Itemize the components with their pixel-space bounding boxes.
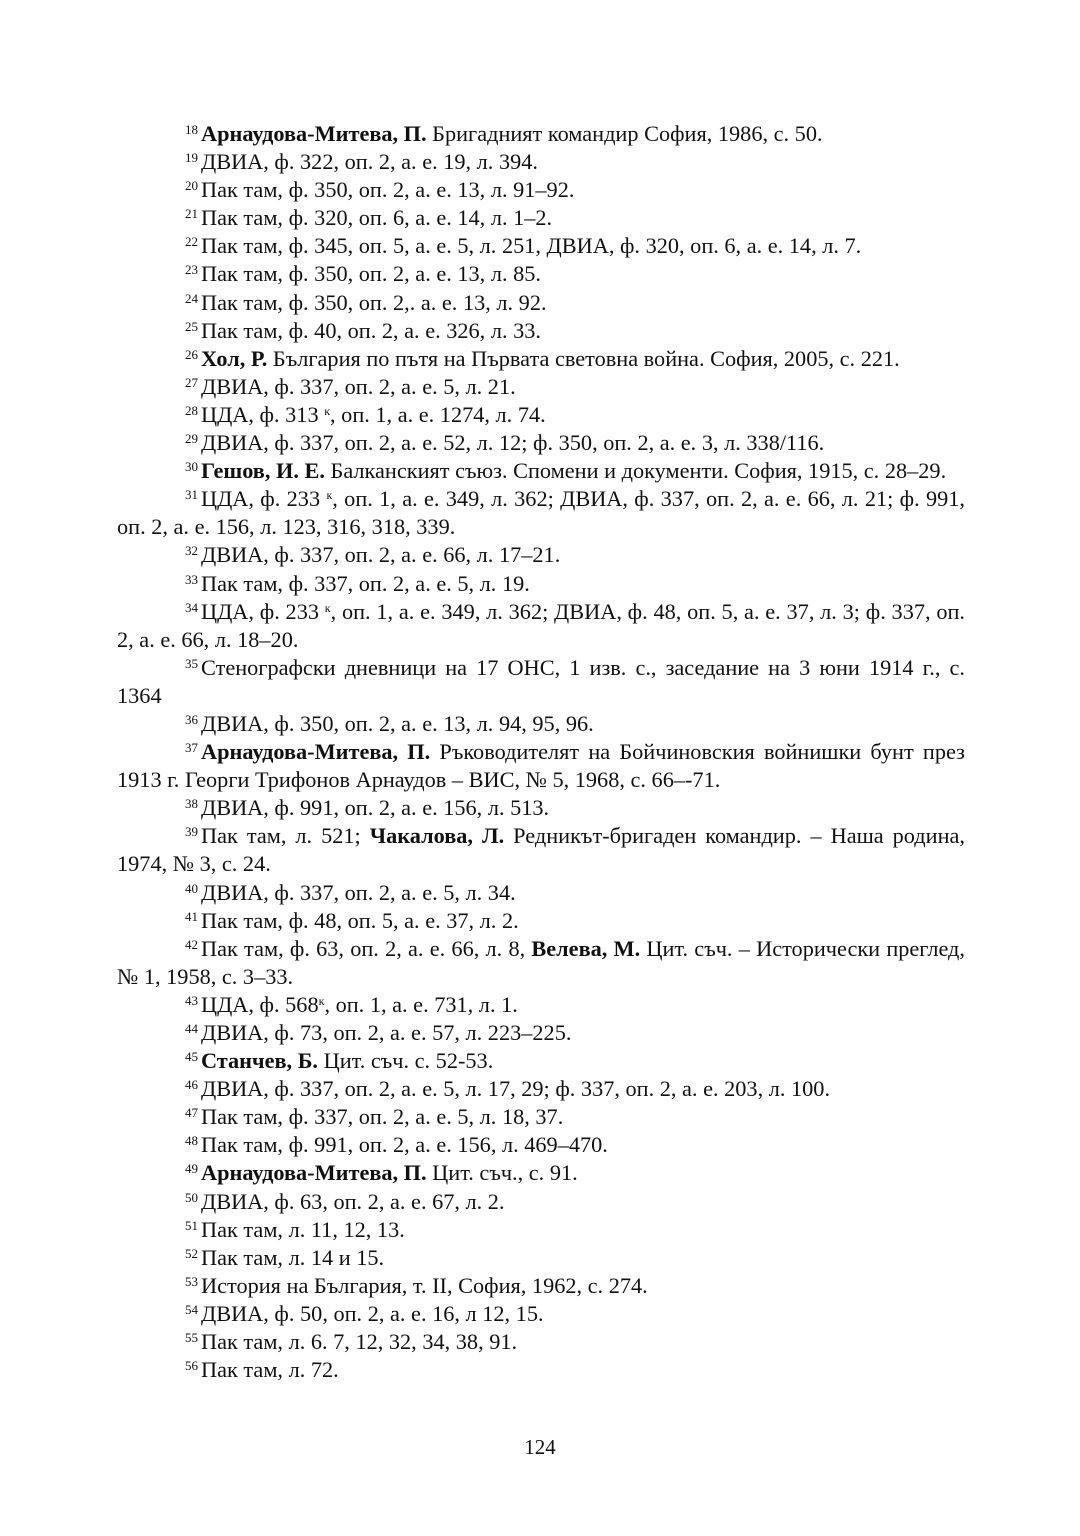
footnote-author: Гешов, И. Е. [201, 458, 325, 484]
footnote-18 [117, 120, 965, 148]
footnote-number: 39 [185, 824, 198, 840]
footnote-text: Пак там, л. 14 и 15. [201, 1244, 385, 1270]
footnote-29 [117, 429, 965, 457]
footnote-53 [117, 1272, 965, 1300]
footnote-prefix: ЦДА, ф. 313 [201, 401, 325, 427]
fund-superscript: к [326, 488, 333, 503]
footnote-text: ДВИА, ф. 991, оп. 2, а. е. 156, л. 513. [201, 795, 550, 821]
footnote-number: 37 [185, 740, 198, 756]
footnote-number: 49 [185, 1161, 198, 1177]
footnote-19 [117, 148, 965, 176]
footnote-number: 42 [185, 936, 198, 952]
fund-superscript: к [318, 993, 325, 1008]
footnote-number: 35 [185, 655, 198, 671]
footnote-42 [117, 935, 965, 991]
footnote-number: 24 [185, 290, 198, 306]
footnote-text: ДВИА, ф. 337, оп. 2, а. е. 5, л. 21. [201, 373, 516, 399]
footnote-number: 40 [185, 880, 198, 896]
footnote-text: Балканският съюз. Спомени и документи. София, 1915, с. 28–29. [324, 458, 947, 484]
footnote-26 [117, 345, 965, 373]
footnote-number: 54 [185, 1301, 198, 1317]
footnote-text: , оп. 1, а. е. 349, л. 362; ДВИА, ф. 337, оп. 2, а. е. 66, л. 21; ф. 991, оп. 2, а. е. 156, л. 123, 316, 318, 339. [117, 486, 965, 540]
footnote-text: , оп. 1, а. е. 1274, л. 74. [330, 401, 546, 427]
footnote-text: Пак там, л. 6. 7, 12, 32, 34, 38, 91. [201, 1329, 518, 1355]
footnote-author: Арнаудова-Митева, П. [201, 1160, 427, 1186]
footnote-author: Арнаудова-Митева, П. [201, 121, 427, 146]
footnote-30 [117, 457, 965, 485]
footnote-number: 46 [185, 1077, 198, 1093]
footnote-text: , оп. 1, а. е. 731, л. 1. [324, 991, 518, 1017]
footnote-47 [117, 1103, 965, 1131]
footnote-prefix: ЦДА, ф. 233 [201, 598, 325, 624]
footnote-35 [117, 654, 965, 710]
footnote-34 [117, 598, 965, 654]
footnote-25 [117, 317, 965, 345]
footnote-number: 31 [185, 487, 198, 503]
footnote-number: 18 [185, 122, 198, 137]
footnote-37 [117, 738, 965, 794]
footnote-40 [117, 879, 965, 907]
fund-superscript: к [324, 600, 331, 615]
footnote-45 [117, 1047, 965, 1075]
footnote-number: 21 [185, 206, 198, 222]
footnote-36 [117, 710, 965, 738]
footnote-number: 50 [185, 1189, 198, 1205]
footnote-text: Пак там, ф. 320, оп. 6, а. е. 14, л. 1–2. [201, 205, 553, 231]
footnote-text: Цит. съч. с. 52-53. [318, 1048, 494, 1074]
footnote-text: ДВИА, ф. 337, оп. 2, а. е. 5, л. 34. [201, 879, 516, 905]
footnote-text: ДВИА, ф. 322, оп. 2, а. е. 19, л. 394. [201, 149, 538, 175]
footnote-number: 53 [185, 1273, 198, 1289]
footnote-41 [117, 907, 965, 935]
footnote-prefix: ЦДА, ф. 233 [201, 486, 327, 512]
footnote-number: 38 [185, 796, 198, 812]
footnote-number: 27 [185, 374, 198, 390]
footnote-number: 41 [185, 908, 198, 924]
footnote-20 [117, 176, 965, 204]
footnote-31 [117, 485, 965, 541]
footnote-text: Стенографски дневници на 17 ОНС, 1 изв. с., заседание на 3 юни 1914 г., с. 1364 [117, 654, 965, 708]
footnote-24 [117, 289, 965, 317]
footnote-author: Станчев, Б. [201, 1048, 319, 1074]
footnotes-list [117, 120, 965, 1384]
footnote-number: 47 [185, 1105, 198, 1121]
footnote-56 [117, 1356, 965, 1384]
footnote-number: 44 [185, 1021, 198, 1036]
footnote-text: ДВИА, ф. 73, оп. 2, а. е. 57, л. 223–225. [201, 1020, 572, 1045]
footnote-number: 19 [185, 150, 198, 166]
footnote-text: Пак там, ф. 40, оп. 2, а. е. 326, л. 33. [201, 317, 541, 343]
footnote-38 [117, 794, 965, 822]
footnote-number: 43 [185, 992, 198, 1008]
footnote-23 [117, 260, 965, 288]
footnote-author: Хол, Р. [201, 345, 268, 371]
footnote-text: ДВИА, ф. 337, оп. 2, а. е. 5, л. 17, 29; ф. 337, оп. 2, а. е. 203, л. 100. [201, 1076, 831, 1102]
footnote-52 [117, 1244, 965, 1272]
footnote-text: Пак там, ф. 48, оп. 5, а. е. 37, л. 2. [201, 907, 519, 933]
footnote-number: 29 [185, 431, 198, 447]
footnote-21 [117, 204, 965, 232]
fund-superscript: к [324, 403, 331, 418]
footnote-author: Велева, М. [531, 935, 641, 961]
footnote-44 [117, 1019, 965, 1047]
footnote-text: Пак там, л. 11, 12, 13. [201, 1216, 405, 1242]
footnote-48 [117, 1131, 965, 1159]
footnote-text: ДВИА, ф. 50, оп. 2, а. е. 16, л 12, 15. [201, 1300, 544, 1326]
footnote-46 [117, 1075, 965, 1103]
footnote-text: Пак там, ф. 350, оп. 2, а. е. 13, л. 85. [201, 261, 541, 287]
footnote-number: 55 [185, 1330, 198, 1346]
footnote-text: България по пътя на Първата световна война. София, 2005, с. 221. [267, 345, 900, 371]
footnote-32 [117, 541, 965, 569]
footnote-text: Пак там, ф. 345, оп. 5, а. е. 5, л. 251, ДВИА, ф. 320, оп. 6, а. е. 14, л. 7. [201, 233, 862, 259]
footnote-text: Ръководителят на Бойчиновския войнишки бунт през 1913 г. Георги Трифонов Арнаудов – ВИС, № 5, 1968, с. 66–-71. [117, 739, 965, 793]
footnote-number: 26 [185, 346, 198, 362]
footnote-text: Пак там, ф. 991, оп. 2, а. е. 156, л. 469–470. [201, 1132, 608, 1158]
footnote-prefix: Пак там, л. 521; [201, 823, 370, 849]
footnote-text: Бригадният командир София, 1986, с. 50. [426, 121, 823, 146]
footnote-number: 45 [185, 1049, 198, 1065]
footnote-text: Пак там, л. 72. [201, 1357, 339, 1383]
footnote-43 [117, 991, 965, 1019]
footnote-text: Цит. съч., с. 91. [426, 1160, 578, 1186]
footnote-author: Арнаудова-Митева, П. [201, 739, 431, 765]
footnote-54 [117, 1300, 965, 1328]
footnote-number: 22 [185, 234, 198, 250]
footnote-number: 23 [185, 262, 198, 278]
footnote-text: ДВИА, ф. 63, оп. 2, а. е. 67, л. 2. [201, 1188, 505, 1214]
footnote-number: 20 [185, 178, 198, 194]
footnote-text: , оп. 1, а. е. 349, л. 362; ДВИА, ф. 48, оп. 5, а. е. 37, л. 3; ф. 337, оп. 2, а. е. 66, л. 18–20. [117, 598, 965, 652]
footnote-number: 33 [185, 571, 198, 587]
footnote-49 [117, 1159, 965, 1187]
footnote-39 [117, 822, 965, 878]
footnote-number: 48 [185, 1133, 198, 1149]
footnote-number: 25 [185, 318, 198, 334]
footnote-author: Чакалова, Л. [369, 823, 505, 849]
footnote-number: 56 [185, 1358, 198, 1374]
footnote-prefix: ЦДА, ф. 568 [201, 991, 319, 1017]
page-number: 124 [524, 1435, 556, 1459]
footnote-28 [117, 401, 965, 429]
footnote-27 [117, 373, 965, 401]
footnote-text: ДВИА, ф. 350, оп. 2, а. е. 13, л. 94, 95, 96. [201, 710, 594, 736]
footnote-text: Цит. съч. – Исторически преглед, № 1, 1958, с. 3–33. [117, 935, 965, 989]
footnote-text: Пак там, ф. 337, оп. 2, а. е. 5, л. 18, 37. [201, 1104, 564, 1130]
footnote-22 [117, 232, 965, 260]
footnote-text: Редникът-бригаден командир. – Наша родина, 1974, № 3, с. 24. [117, 823, 965, 877]
footnote-text: Пак там, ф. 350, оп. 2, а. е. 13, л. 91–92. [201, 177, 575, 203]
footnote-50 [117, 1188, 965, 1216]
footnote-number: 52 [185, 1245, 198, 1261]
footnote-33 [117, 570, 965, 598]
footnote-number: 51 [185, 1217, 198, 1233]
footnote-number: 28 [185, 402, 198, 418]
footnote-55 [117, 1328, 965, 1356]
footnote-text: Пак там, ф. 350, оп. 2,. а. е. 13, л. 92. [201, 289, 547, 315]
footnote-text: ДВИА, ф. 337, оп. 2, а. е. 66, л. 17–21. [201, 542, 561, 568]
footnote-text: Пак там, ф. 337, оп. 2, а. е. 5, л. 19. [201, 570, 530, 596]
footnote-prefix: Пак там, ф. 63, оп. 2, а. е. 66, л. 8, [201, 935, 532, 961]
footnote-number: 34 [185, 599, 198, 615]
footnote-text: ДВИА, ф. 337, оп. 2, а. е. 52, л. 12; ф. 350, оп. 2, а. е. 3, л. 338/116. [201, 430, 825, 456]
footnote-number: 32 [185, 543, 198, 559]
footnote-number: 36 [185, 711, 198, 727]
footnote-text: История на България, т. II, София, 1962, с. 274. [201, 1272, 648, 1298]
footnote-51 [117, 1216, 965, 1244]
footnote-number: 30 [185, 459, 198, 475]
